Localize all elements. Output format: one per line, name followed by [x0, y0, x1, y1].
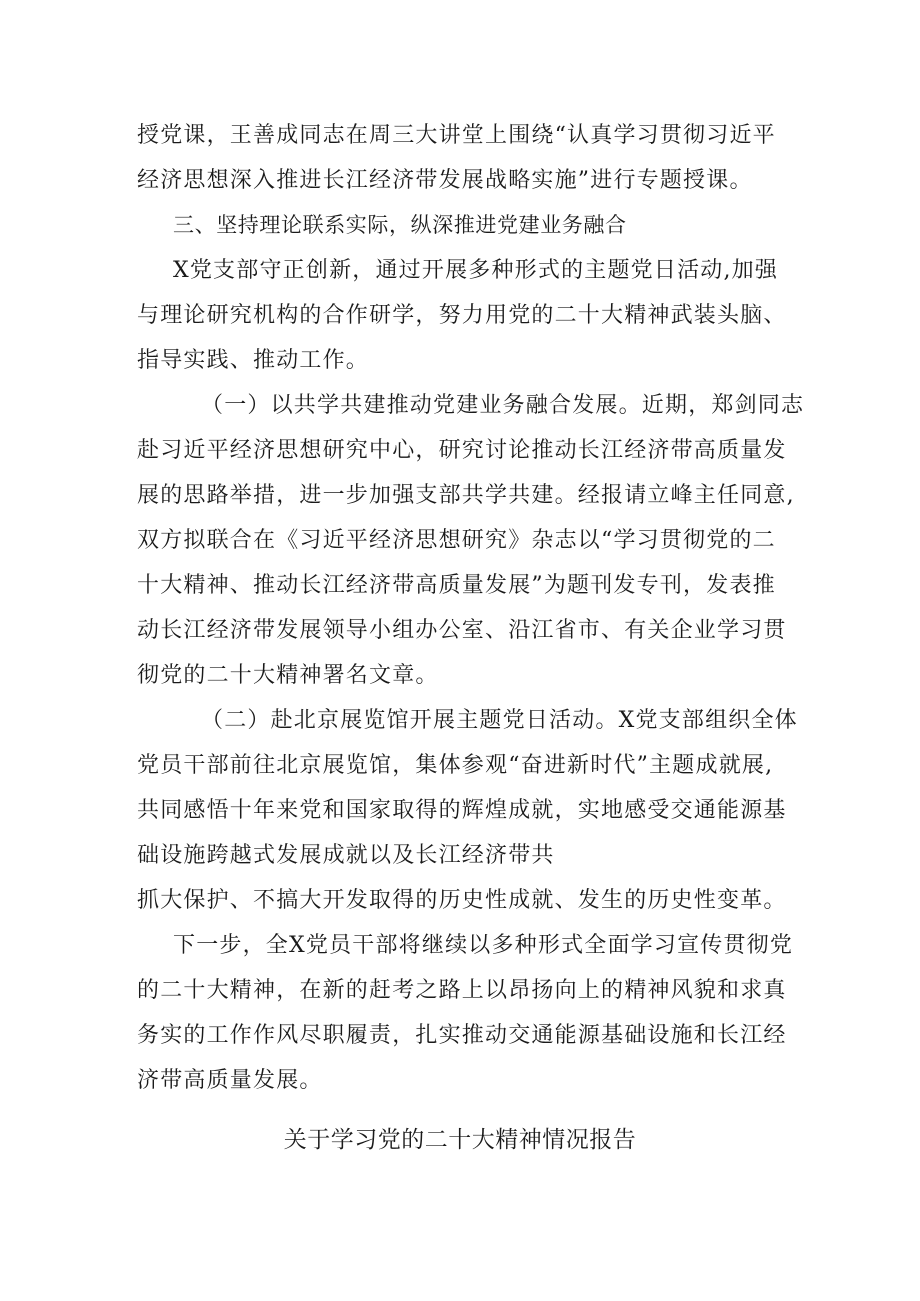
body-line: 党员干部前往北京展览馆，集体参观“奋进新时代”主题成就展, — [137, 753, 774, 778]
body-line: 展的思路举措，进一步加强支部共学共建。经报请立峰主任同意, — [137, 483, 795, 508]
subsection-start: （二）赴北京展览馆开展主题党日活动。X党支部组织全体 — [201, 708, 798, 733]
body-line: 授党课，王善成同志在周三大讲堂上围绕“认真学习贯彻习近平 — [137, 123, 776, 148]
body-line: 动长江经济带发展领导小组办公室、沿江省市、有关企业学习贯 — [137, 618, 787, 643]
body-line: 抓大保护、不搞大开发取得的历史性成就、发生的历史性变革。 — [137, 888, 787, 913]
body-line: 共同感悟十年来党和国家取得的辉煌成就，实地感受交通能源基 — [137, 798, 787, 823]
body-line: 指导实践、推动工作。 — [137, 348, 370, 373]
body-line: 彻党的二十大精神署名文章。 — [137, 663, 439, 688]
body-line: 与理论研究机构的合作研学，努力用党的二十大精神武装头脑、 — [137, 303, 787, 328]
body-line: 务实的工作作风尽职履责，扎实推动交通能源基础设施和长江经 — [137, 1023, 787, 1048]
body-line: 赴习近平经济思想研究中心，研究讨论推动长江经济带高质量发 — [137, 438, 787, 463]
paragraph-start: 下一步，全X党员干部将继续以多种形式全面学习宣传贯彻党 — [173, 933, 794, 958]
body-line: 础设施跨越式发展成就以及长江经济带共 — [137, 843, 555, 868]
body-line: 经济思想深入推进长江经济带发展战略实施”进行专题授课。 — [137, 168, 753, 193]
subsection-start: （一）以共学共建推动党建业务融合发展。近期，郑剑同志 — [201, 393, 805, 418]
body-line: 十大精神、推动长江经济带高质量发展”为题刊发专刊，发表推 — [137, 573, 776, 598]
paragraph-start: X党支部守正创新，通过开展多种形式的主题党日活动,加强 — [173, 258, 779, 283]
body-line: 济带高质量发展。 — [137, 1068, 323, 1093]
body-line: 的二十大精神，在新的赶考之路上以昂扬向上的精神风貌和求真 — [137, 978, 787, 1003]
section-heading: 三、坚持理论联系实际，纵深推进党建业务融合 — [173, 213, 627, 237]
document-title: 关于学习党的二十大精神情况报告 — [283, 1127, 637, 1153]
body-line: 双方拟联合在《习近平经济思想研究》杂志以“学习贯彻党的二 — [137, 528, 776, 553]
document-body — [137, 113, 805, 1103]
